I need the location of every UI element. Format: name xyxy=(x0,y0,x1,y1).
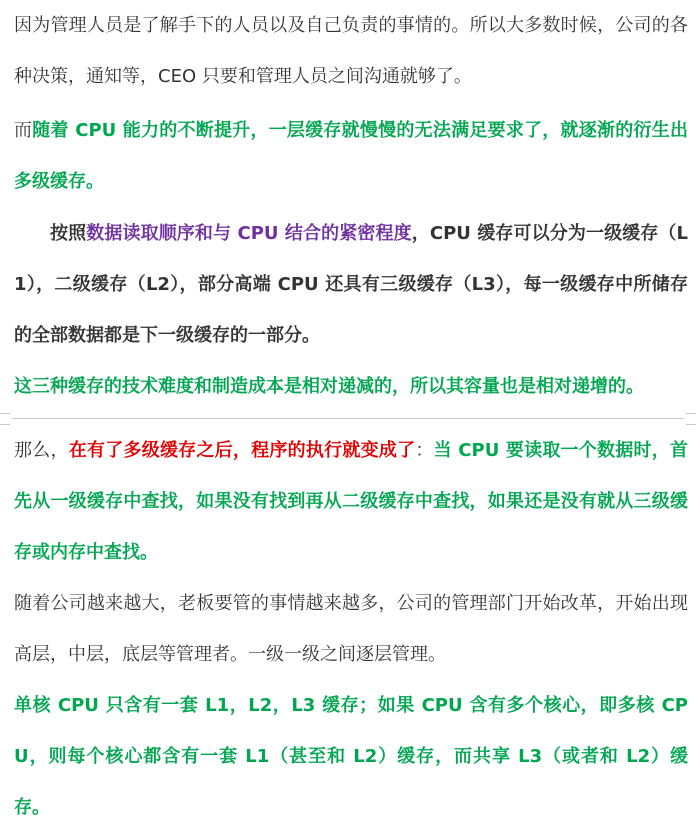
paragraph-prefix: 那么， xyxy=(14,440,69,461)
paragraph-text: 单核 CPU 只含有一套 L1，L2，L3 缓存；如果 CPU 含有多个核心，即多核 CPU，则每个核心都含有一套 L1（甚至和 L2）缓存，而共享 L3（或者和 L2）缓存。 xyxy=(14,695,688,818)
paragraph-cache-levels xyxy=(0,208,696,361)
paragraph-read-process xyxy=(0,425,696,578)
paragraph-multilevel-cache xyxy=(0,105,696,207)
paragraph-text: 随着公司越来越大，老板要管的事情越来越多，公司的管理部门开始改革，开始出现高层，中层，底层等管理者。一级一级之间逐层管理。 xyxy=(14,593,688,665)
paragraph-prefix: 而 xyxy=(14,120,33,141)
paragraph-core-cache xyxy=(0,680,696,833)
paragraph-company-growth xyxy=(0,578,696,680)
paragraph-prefix: 按照 xyxy=(50,223,87,244)
highlight-green-text: 随着 CPU 能力的不断提升，一层缓存就慢慢的无法满足要求了，就逐渐的衍生出多级缓存。 xyxy=(14,120,688,192)
divider-line xyxy=(12,418,684,419)
paragraph-text: 因为管理人员是了解手下的人员以及自己负责的事情的。所以大多数时候，公司的各种决策，通知等，CEO 只要和管理人员之间沟通就够了。 xyxy=(14,15,688,87)
divider-left-mark xyxy=(0,413,10,425)
section-divider xyxy=(0,412,696,426)
highlight-purple-text: 数据读取顺序和与 CPU 结合的紧密程度 xyxy=(86,223,412,244)
paragraph-rest: ，CPU 缓存可以分为一级缓存（L1），二级缓存（L2），部分高端 CPU 还具有三级缓存（L3），每一级缓存中所储存的全部数据都是下一级缓存的一部分。 xyxy=(14,223,688,346)
paragraph-management-intro xyxy=(0,0,696,102)
divider-right-mark xyxy=(686,413,696,425)
highlight-green-text: 当 CPU 要读取一个数据时，首先从一级缓存中查找，如果没有找到再从二级缓存中查找，如果还是没有就从三级缓存或内存中查找。 xyxy=(14,440,689,563)
highlight-red-text: 在有了多级缓存之后，程序的执行就变成了 xyxy=(68,440,416,461)
paragraph-text: 这三种缓存的技术难度和制造成本是相对递减的，所以其容量也是相对递增的。 xyxy=(14,376,644,397)
paragraph-cost-capacity xyxy=(0,361,696,412)
paragraph-colon: ： xyxy=(415,440,434,461)
